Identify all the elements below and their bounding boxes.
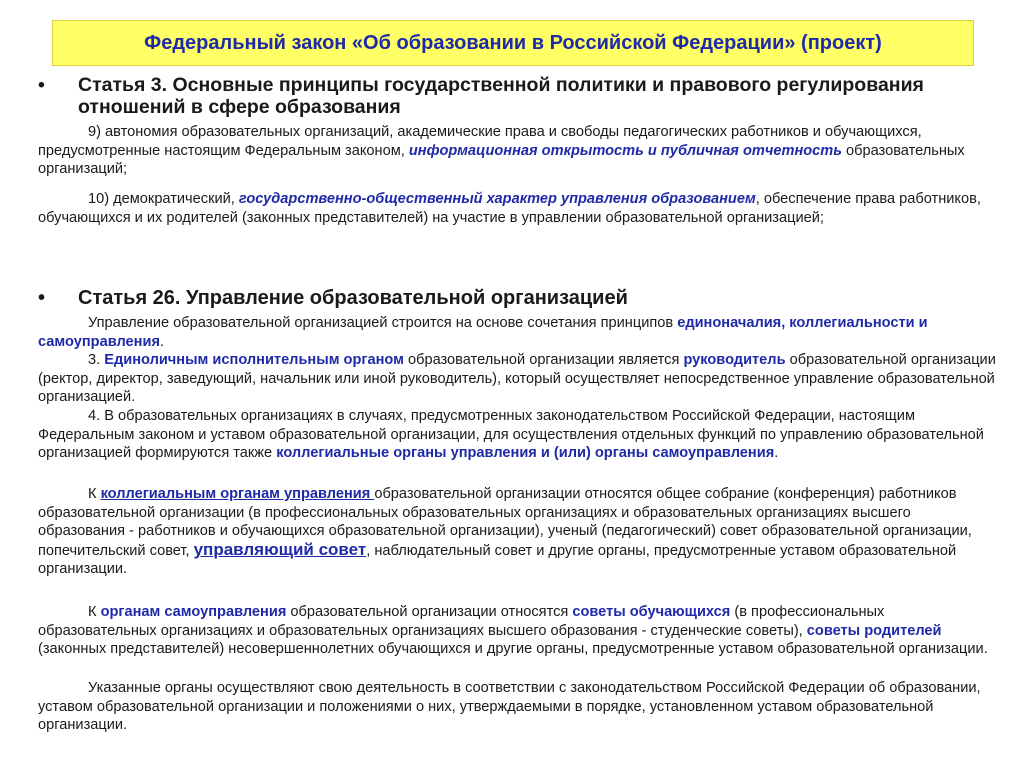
bullet-marker: • (38, 74, 45, 96)
item-10-text: 10) демократический, (88, 191, 239, 207)
item-10-text-end: , обеспечение права работников, обучающихся и их родителей (законных представителей) на участие в управлении образовательной организацией; (38, 191, 981, 226)
intro-text-end: . (159, 333, 165, 350)
collegial-text-end: , наблюдательный совет и другие органы, предусмотренные уставом образовательной организации. (38, 542, 957, 578)
article-3-heading-text: Статья 3. Основные принципы государственной политики и правового регулирования отношений в сфере образования (78, 74, 924, 118)
article-26-collegial-bodies (38, 485, 1000, 579)
item-9-highlight: информационная открытость и публичная отчетность (408, 142, 842, 159)
self-gov-highlight: органам самоуправления (100, 604, 287, 620)
self-gov-text-2: (в профессиональных образовательных организациях и образовательных организациях высшего образования - студенческие советы), (38, 604, 885, 639)
slide-title: Федеральный закон «Об образовании в Российской Федерации» (проект) (144, 31, 882, 54)
parent-councils-highlight: советы родителей (806, 622, 942, 639)
closing-text: Указанные органы осуществляют свою деятельность в соответствии с законодательством Российской Федерации об образовании, уставом образовательной организации и положениями о них, утверждаемыми в порядке, установленном уставом образовательной организации. (38, 680, 981, 734)
part-3-text-end: образовательной организации (ректор, директор, заведующий, начальник или иной руководитель), который осуществляет непосредственное управление образовательной организацией. (38, 352, 996, 406)
collegial-text: образовательной организации относятся общее собрание (конференция) работников образовательной организации (в профессиональных образовательных организациях и образовательных организациях высшего образования - работников и обучающихся образовательной организации), ученый (педагогический) совет образовательной организации, попечительский совет, (38, 486, 972, 559)
article-3-item-10 (38, 190, 1000, 227)
part-3-number: 3. (88, 352, 105, 368)
article-26-intro (38, 314, 1000, 351)
item-10-highlight: государственно-общественный характер управления образованием (238, 191, 756, 207)
self-gov-text-start: К (88, 604, 101, 620)
self-gov-text-end: (законных представителей) несовершеннолетних обучающихся и другие органы, предусмотренные уставом образовательной организации. (38, 641, 988, 658)
governing-council-highlight: управляющий совет (193, 539, 367, 559)
part-3-text: образовательной организации является (403, 352, 684, 368)
article-26-heading-text: Статья 26. Управление образовательной организацией (78, 287, 628, 309)
article-26-part-3 (38, 351, 1000, 407)
student-councils-highlight: советы обучающихся (572, 604, 731, 620)
slide-title-banner (52, 20, 974, 66)
article-3-heading (34, 74, 1018, 118)
part-4-highlight: коллегиальные органы управления и (или) органы самоуправления (276, 445, 775, 462)
collegial-text-start: К (88, 486, 101, 502)
part-4-text: 4. В образовательных организациях в случаях, предусмотренных законодательством Российской Федерации, настоящим Федеральным законом и уставом образовательной организации, для осуществления отдельных функций по управлению образовательной организацией формируются также (38, 408, 984, 462)
item-9-text: 9) автономия образовательных организаций, академические права и свободы педагогических работников и обучающихся, предусмотренные настоящим Федеральным законом, (38, 124, 922, 159)
article-26-self-government (38, 603, 1000, 659)
item-9-text-end: образовательных организаций; (38, 142, 965, 178)
collegial-bodies-highlight: коллегиальным органам управления (100, 486, 375, 502)
article-3-item-9 (38, 123, 1000, 179)
article-26-part-4 (38, 407, 1000, 463)
article-26-closing (38, 679, 1000, 735)
intro-text: Управление образовательной организацией строится на основе сочетания принципов (88, 315, 678, 331)
article-26-heading (34, 286, 1018, 310)
intro-highlight: единоначалия, коллегиальности и самоуправления (38, 315, 928, 350)
self-gov-text: образовательной организации относятся (286, 604, 573, 620)
part-3-highlight-2: руководитель (683, 352, 786, 368)
bullet-marker: • (38, 287, 46, 309)
part-3-highlight-1: Единоличным исполнительным органом (104, 352, 404, 368)
part-4-text-end: . (774, 445, 779, 462)
